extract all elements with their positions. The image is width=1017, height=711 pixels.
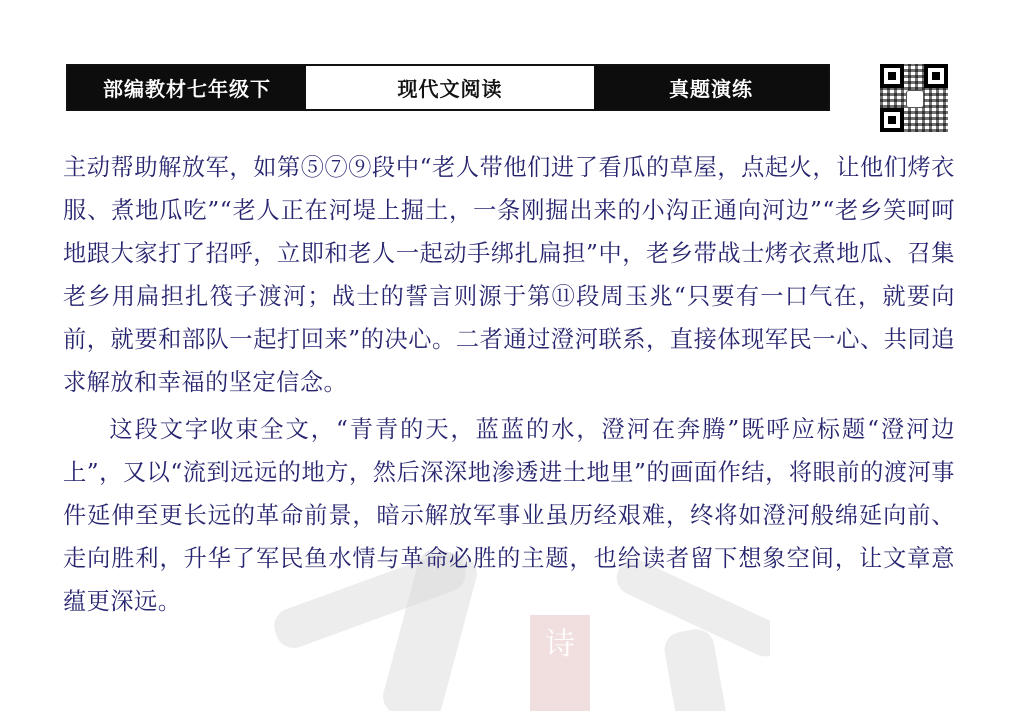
qr-code-icon (880, 64, 948, 132)
paragraph-2: 这段文字收束全文，“青青的天，蓝蓝的水，澄河在奔腾”既呼应标题“澄河边上”，又以“流到远远的地方，然后深深地渗透进土地里”的画面作结，将眼前的渡河事件延伸至更长远的革命前景，暗示解放军事业虽历经艰难，终将如澄河般绵延向前、走向胜利，升华了军民鱼水情与革命必胜的主题，也给读者留下想象空间，让文章意蕴更深远。 (63, 416, 955, 615)
header-textbook-label: 部编教材七年级下 (68, 66, 306, 109)
header-section-title: 现代文阅读 (306, 66, 594, 109)
document-body (63, 146, 955, 623)
header-exercise-label: 真题演练 (594, 66, 828, 109)
paragraph-1: 主动帮助解放军，如第⑤⑦⑨段中“老人带他们进了看瓜的草屋，点起火，让他们烤衣服、煮地瓜吃”“老人正在河堤上掘土，一条刚掘出来的小沟正通向河边”“老乡笑呵呵地跟大家打了招呼，立即和老人一起动手绑扎扁担”中，老乡带战士烤衣煮地瓜、召集老乡用扁担扎筏子渡河；战士的誓言则源于第⑪段周玉兆“只要有一口气在，就要向前，就要和部队一起打回来”的决心。二者通过澄河联系，直接体现军民一心、共同追求解放和幸福的坚定信念。 (63, 154, 955, 396)
header-bar (66, 64, 830, 111)
watermark-seal: 诗 (530, 615, 590, 711)
